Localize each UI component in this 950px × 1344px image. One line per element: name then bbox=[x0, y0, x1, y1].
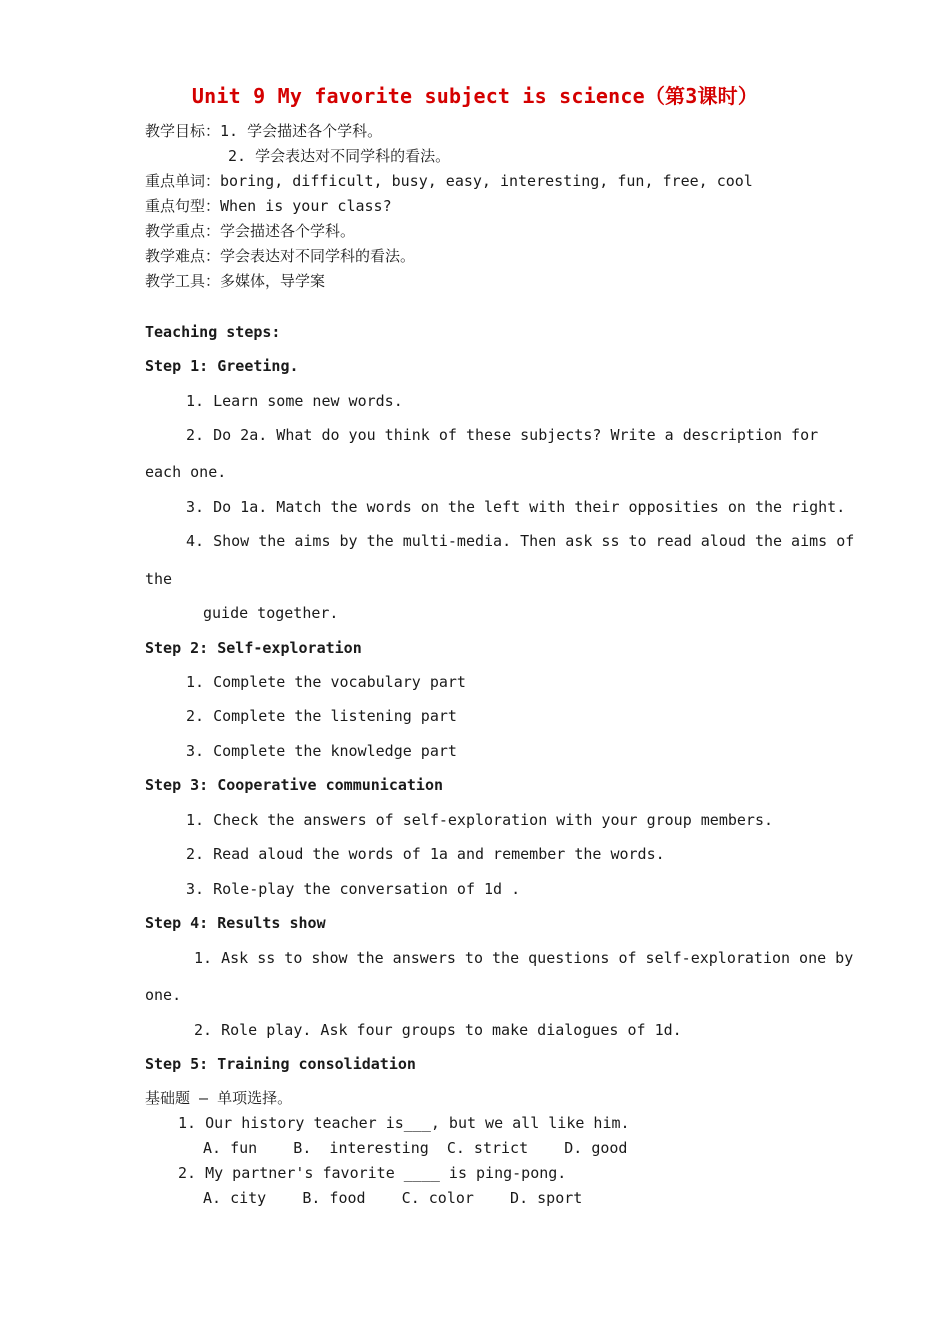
aims-line-1 bbox=[145, 121, 382, 141]
aim-2: 2. 学会表达对不同学科的看法。 bbox=[228, 147, 451, 165]
focus-label: 教学重点： bbox=[145, 222, 221, 240]
page-title: Unit 9 My favorite subject is science（第3课时） bbox=[191, 84, 759, 108]
key-sentence-label: 重点句型： bbox=[145, 197, 221, 215]
basic-exercise-label: 基础题 — 单项选择。 bbox=[145, 1089, 293, 1107]
step-1-item-1: 1. Learn some new words. bbox=[186, 392, 403, 410]
question-2: 2. My partner's favorite ____ is ping-pong. bbox=[178, 1164, 567, 1182]
step-4-heading: Step 4: Results show bbox=[145, 914, 326, 932]
aims-label: 教学目标： bbox=[145, 122, 221, 140]
step-1-item-3: 3. Do 1a. Match the words on the left with their opposities on the right. bbox=[186, 498, 846, 516]
tools-line bbox=[145, 271, 325, 291]
step-2-item-1: 1. Complete the vocabulary part bbox=[186, 673, 466, 691]
key-sentence-line bbox=[145, 196, 392, 216]
difficulty-text: 学会表达对不同学科的看法。 bbox=[220, 247, 416, 265]
step-2-heading: Step 2: Self-exploration bbox=[145, 639, 362, 657]
step-3-item-2: 2. Read aloud the words of 1a and remember the words. bbox=[186, 845, 665, 863]
step-2-item-3: 3. Complete the knowledge part bbox=[186, 742, 457, 760]
step-4-item-1-cont: one. bbox=[145, 986, 182, 1004]
aim-1: 1. 学会描述各个学科。 bbox=[220, 122, 383, 140]
step-1-item-2-cont: each one. bbox=[145, 463, 227, 481]
tools-label: 教学工具： bbox=[145, 272, 221, 290]
step-3-item-3: 3. Role-play the conversation of 1d . bbox=[186, 880, 521, 898]
step-1-item-4-cont-1: the bbox=[145, 570, 173, 588]
step-2-item-2: 2. Complete the listening part bbox=[186, 707, 457, 725]
difficulty-label: 教学难点： bbox=[145, 247, 221, 265]
step-4-item-2: 2. Role play. Ask four groups to make dialogues of 1d. bbox=[194, 1021, 682, 1039]
question-1-options: A. fun B. interesting C. strict D. good bbox=[203, 1139, 628, 1157]
question-2-options: A. city B. food C. color D. sport bbox=[203, 1189, 583, 1207]
tools-text: 多媒体，导学案 bbox=[220, 272, 326, 290]
key-words-line bbox=[145, 171, 753, 191]
step-3-heading: Step 3: Cooperative communication bbox=[145, 776, 444, 794]
key-sentence: When is your class? bbox=[220, 197, 392, 215]
question-1: 1. Our history teacher is___, but we all like him. bbox=[178, 1114, 630, 1132]
step-5-heading: Step 5: Training consolidation bbox=[145, 1055, 416, 1073]
step-1-item-4-cont-2: guide together. bbox=[203, 604, 339, 622]
step-1-heading: Step 1: Greeting. bbox=[145, 357, 299, 375]
difficulty-line bbox=[145, 246, 415, 266]
step-3-item-1: 1. Check the answers of self-exploration with your group members. bbox=[186, 811, 773, 829]
key-words-label: 重点单词： bbox=[145, 172, 221, 190]
step-1-item-2: 2. Do 2a. What do you think of these subjects? Write a description for bbox=[186, 426, 819, 444]
key-words: boring, difficult, busy, easy, interesting, fun, free, cool bbox=[220, 172, 753, 190]
step-4-item-1: 1. Ask ss to show the answers to the questions of self-exploration one by bbox=[194, 949, 854, 967]
focus-text: 学会描述各个学科。 bbox=[220, 222, 356, 240]
steps-heading: Teaching steps: bbox=[145, 323, 281, 341]
step-1-item-4: 4. Show the aims by the multi-media. Then ask ss to read aloud the aims of bbox=[186, 532, 855, 550]
focus-line bbox=[145, 221, 355, 241]
